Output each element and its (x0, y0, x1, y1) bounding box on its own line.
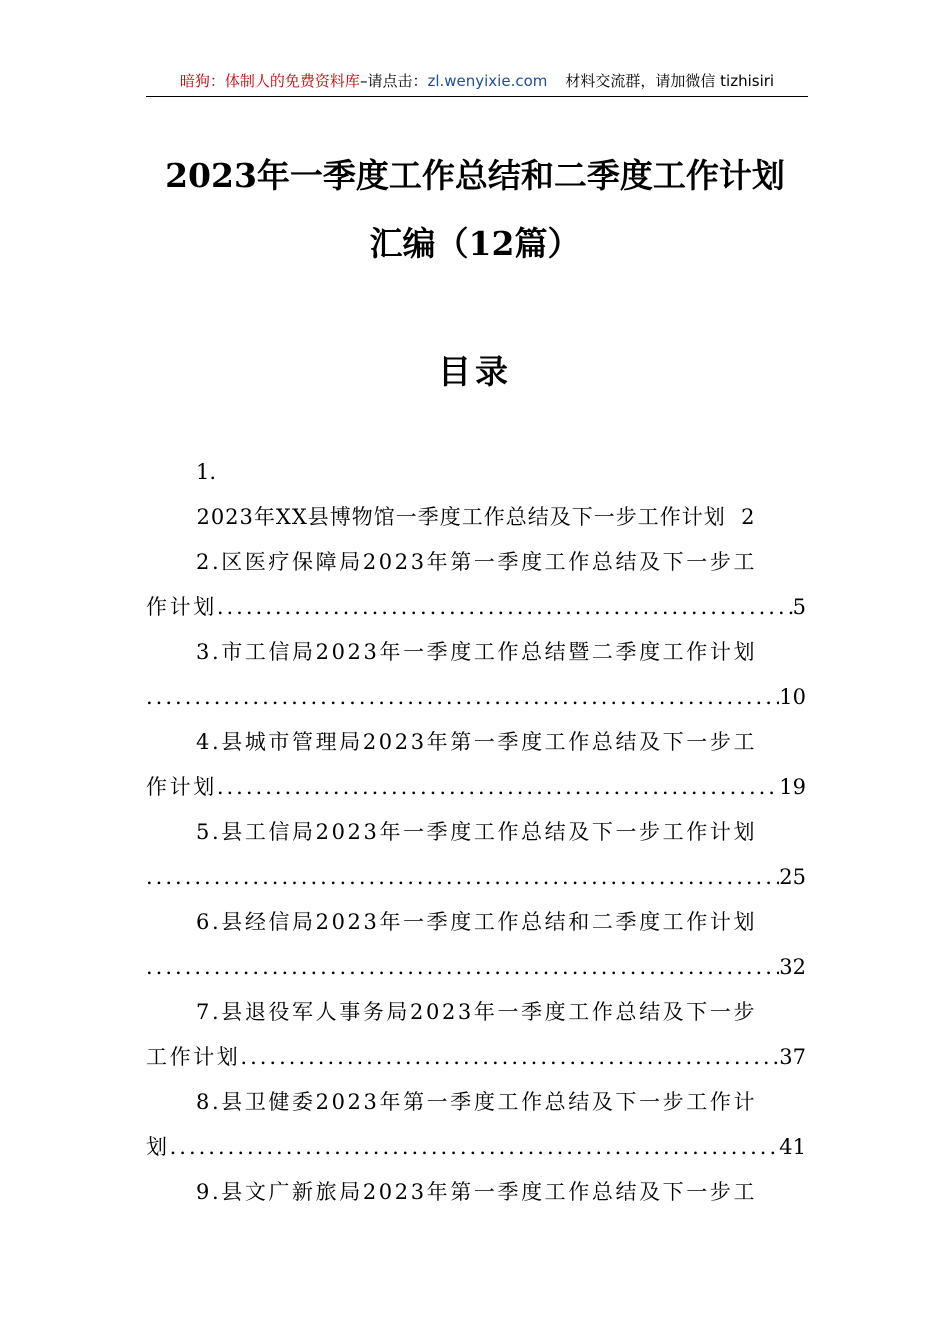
toc-item-8-leader (170, 1125, 780, 1170)
table-of-contents (146, 450, 806, 1215)
toc-item-7-leader (240, 1035, 779, 1080)
toc-item-6-line2[interactable] (146, 945, 806, 990)
document-title-line2: 汇编（12篇） (369, 224, 581, 263)
toc-item-7-line2[interactable] (146, 1035, 806, 1080)
toc-item-7-cont: 工作计划 (146, 1045, 241, 1069)
header-brand: 暗狗：体制人的免费资料库 (179, 72, 360, 90)
toc-item-2-line1[interactable]: 2.区医疗保障局2023年第一季度工作总结及下一步工 (196, 550, 758, 574)
toc-item-1-page: 2 (741, 505, 756, 529)
toc-item-6-leader (146, 945, 779, 990)
toc-item-4-line1[interactable]: 4.县城市管理局2023年第一季度工作总结及下一步工 (196, 730, 758, 754)
toc-item-5-line1[interactable]: 5.县工信局2023年一季度工作总结及下一步工作计划 (196, 820, 758, 844)
toc-item-5-line2[interactable] (146, 855, 806, 900)
toc-item-1-text: 2023年XX县博物馆一季度工作总结及下一步工作计划 (196, 505, 726, 529)
toc-heading: 目录 (438, 352, 512, 391)
toc-item-8-page: 41 (779, 1135, 806, 1159)
toc-item-5-leader (146, 855, 779, 900)
toc-item-1-number[interactable]: 1. (196, 460, 217, 484)
toc-item-4-cont: 作计划 (146, 775, 217, 799)
document-title-line1: 2023年一季度工作总结和二季度工作计划 (165, 156, 785, 195)
toc-item-2-leader (217, 585, 793, 630)
toc-item-2-line2[interactable] (146, 585, 806, 630)
toc-item-6-line1[interactable]: 6.县经信局2023年一季度工作总结和二季度工作计划 (196, 910, 758, 934)
toc-item-4-page: 19 (779, 775, 806, 799)
header-group-text: 材料交流群，请加微信 tizhisiri (565, 72, 775, 90)
toc-item-3-line2[interactable] (146, 675, 806, 720)
header-click-prefix: –请点击： (359, 72, 428, 90)
toc-item-1-title[interactable] (146, 495, 806, 540)
header-site-link[interactable]: zl.wenyixie.com (427, 72, 548, 90)
toc-item-8-cont: 划 (146, 1135, 170, 1159)
toc-item-7-page: 37 (779, 1045, 806, 1069)
toc-item-9-line1[interactable]: 9.县文广新旅局2023年第一季度工作总结及下一步工 (196, 1180, 758, 1204)
toc-item-3-line1[interactable]: 3.市工信局2023年一季度工作总结暨二季度工作计划 (196, 640, 758, 664)
toc-item-5-page: 25 (779, 865, 806, 889)
toc-item-6-page: 32 (779, 955, 806, 979)
toc-item-3-page: 10 (779, 685, 806, 709)
toc-item-4-leader (217, 765, 779, 810)
toc-item-3-leader (146, 675, 779, 720)
toc-item-2-cont: 作计划 (146, 595, 217, 619)
toc-item-8-line1[interactable]: 8.县卫健委2023年第一季度工作总结及下一步工作计 (196, 1090, 758, 1114)
toc-item-2-page: 5 (792, 595, 806, 619)
toc-item-4-line2[interactable] (146, 765, 806, 810)
toc-item-8-line2[interactable] (146, 1125, 806, 1170)
toc-item-7-line1[interactable]: 7.县退役军人事务局2023年一季度工作总结及下一步 (196, 1000, 758, 1024)
page-header (146, 68, 808, 97)
